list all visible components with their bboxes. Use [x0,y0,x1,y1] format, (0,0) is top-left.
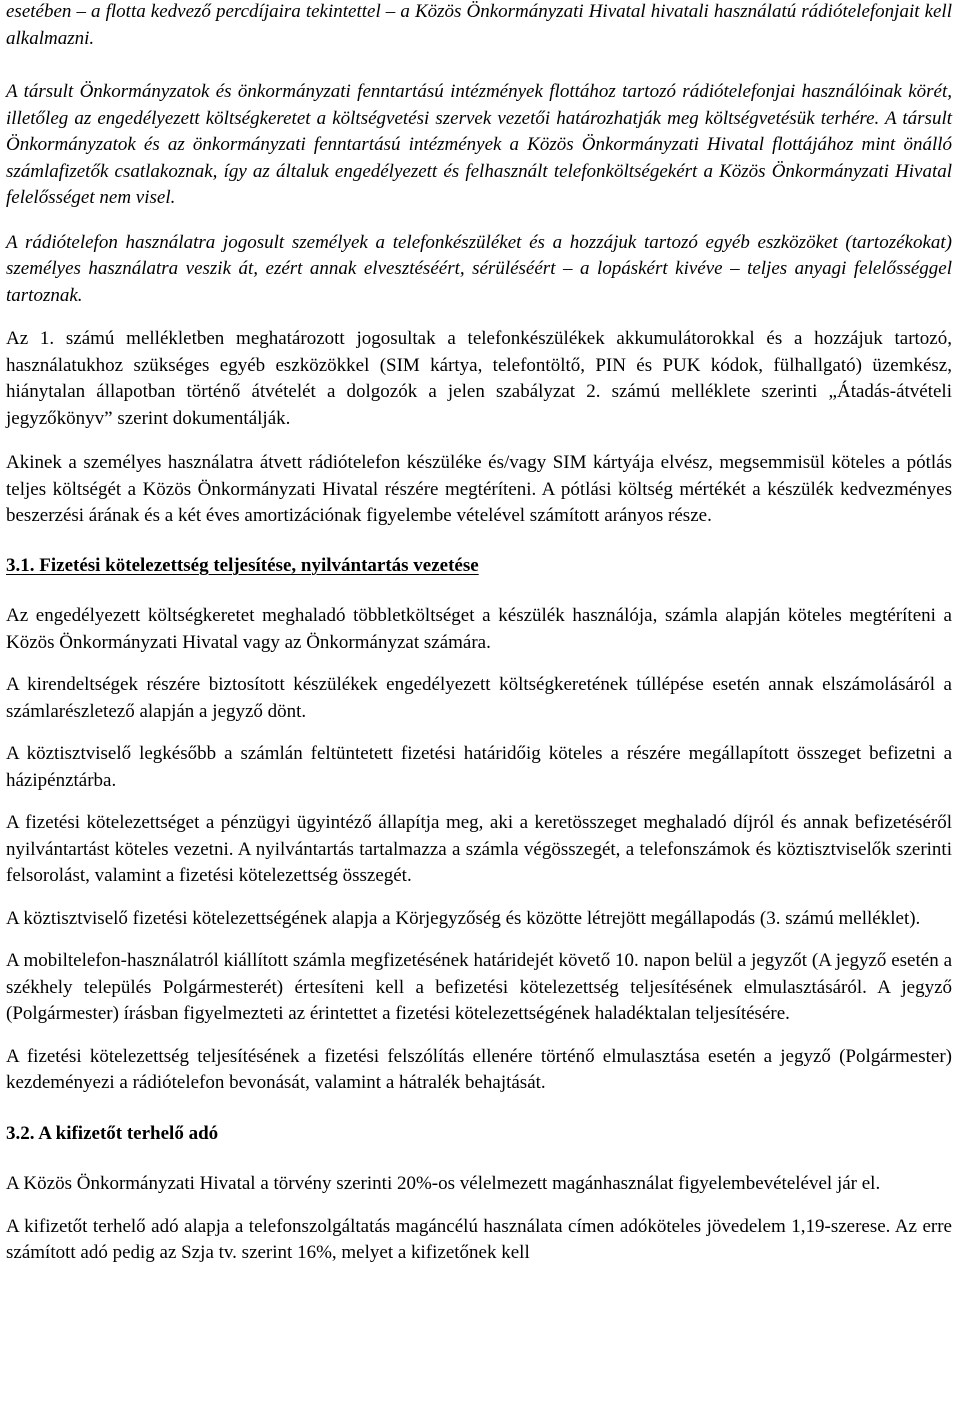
paragraph-tarsult-italic-cont: A társult Önkormányzatok és az önkormányzati fenntartású intézmények a Közös Önkormányzati Hivatal flottájához mint önálló számlafizetők csatlakoznak, így az általuk engedélyezett és felhasznált telefonköltségekért a Közös Önkormányzati Hivatal felelősséget nem visel. [6,107,953,208]
paragraph-befizetes-hataridő: A köztisztviselő legkésőbb a számlán feltüntetett fizetési határidőig köteles a részére megállapított összeget befizetni a házipénztárba. [6,743,952,791]
section-heading-3-1: 3.1. Fizetési kötelezettség teljesítése, nyilvántartás vezetése [6,554,479,576]
paragraph-flotta-percdij: esetében – a flotta kedvező percdíjaira tekintettel – a Közös Önkormányzati Hivatal hivatali használatú rádiótelefonjait kell alkalmazni. [6,1,952,49]
paragraph-tarsult-italic: A társult Önkormányzatok és önkormányzati fenntartású intézmények flottához tartozó rádiótelefonjai használóinak körét, illetőleg az engedélyezett költségkeretet a költségvetési szervek vezetői határozhatják meg költségvetésük terhére. [6,81,952,129]
paragraph-potlas: Akinek a személyes használatra átvett rádiótelefon készüléke és/vagy SIM kártyája elvész, megsemmisül köteles a pótlás teljes költségét a Közös Önkormányzati Hivatal részére megtéríteni. A pótlási költség mértékét a készülék kedvezményes beszerzési árának és a két éves amortizációnak figyelembe vételével számított arányos része. [6,452,952,526]
paragraph-tobbletkoltseg: Az engedélyezett költségkeretet meghaladó többletköltséget a készülék használója, számla alapján köteles megtéríteni a Közös Önkormányzati Hivatal vagy az Önkormányzat számára. [6,605,952,653]
section-heading-3-2: 3.2. A kifizetőt terhelő adó [6,1122,219,1144]
paragraph-megallapodas: A köztisztviselő fizetési kötelezettségének alapja a Körjegyzőség és közötte létrejött megállapodás (3. számú melléklet). [6,907,921,929]
paragraph-maganhasznalat: A Közös Önkormányzati Hivatal a törvény szerinti 20%-os vélelmezett magánhasználat figyelembevételével jár el. [6,1173,881,1194]
paragraph-jogosult-szemelyek: A rádiótelefon használatra jogosult személyek a telefonkészüléket és a hozzájuk tartozó egyéb eszközöket (tartozékokat) személyes használatra veszik át, ezért annak elvesztéséért, sérüléséért – a lopáskért kivéve – teljes anyagi felelősséggel tartoznak. [6,231,952,306]
paragraph-nyilvantartas: A fizetési kötelezettséget a pénzügyi ügyintéző állapítja meg, aki a keretösszeget meghaladó díjról és annak befizetéséről nyilvántartást köteles vezetni. A nyilvántartás tartalmazza a számla végösszegét, a telefonszámok és köztisztviselők szerinti felsorolást, valamint a fizetési kötelezettség összegét. [6,812,952,886]
paragraph-ertesites: A mobiltelefon-használatról kiállított számla megfizetésének határidejét követő 10. napon belül a jegyzőt (A jegyző esetén a székhely település Polgármesterét) értesíteni kell a befizetési kötelezettség teljesítésének elmulasztásáról. A jegyző (Polgármester) írásban figyelmezteti az érintettet a fizetési kötelezettségének haladéktalan teljesítésére. [6,950,952,1024]
paragraph-kirendeltsegek: A kirendeltségek részére biztosított készülékek engedélyezett költségkeretének túllépése esetén annak elszámolásáról a számlarészletező alapján a jegyző dönt. [6,674,952,722]
paragraph-tarsult-onkormanyzatok [6,79,952,212]
paragraph-bevonas: A fizetési kötelezettség teljesítésének a fizetési felszólítás ellenére történő elmulasztása esetén a jegyző (Polgármester) kezdeményezi a rádiótelefon bevonását, valamint a hátralék behajtását. [6,1045,952,1093]
paragraph-ado-alapja: A kifizetőt terhelő adó alapja a telefonszolgáltatás magáncélú használata címen adóköteles jövedelem 1,19-szerese. Az erre számított adó pedig az Szja tv. szerint 16%, melyet a kifizetőnek kell [6,1215,952,1263]
paragraph-atadas-atvetel: Az 1. számú mellékletben meghatározott jogosultak a telefonkészülékek akkumulátorokkal és a hozzájuk tartozó, használatukhoz szükséges egyéb eszközökkel (SIM kártya, telefontöltő, PIN és PUK kódok, fülhallgató) üzemkész, hiánytalan állapotban történő átvételét a dolgozók a jelen szabályzat 2. számú melléklete szerinti „Átadás-átvételi jegyzőkönyv” szerint dokumentálják. [6,328,952,429]
